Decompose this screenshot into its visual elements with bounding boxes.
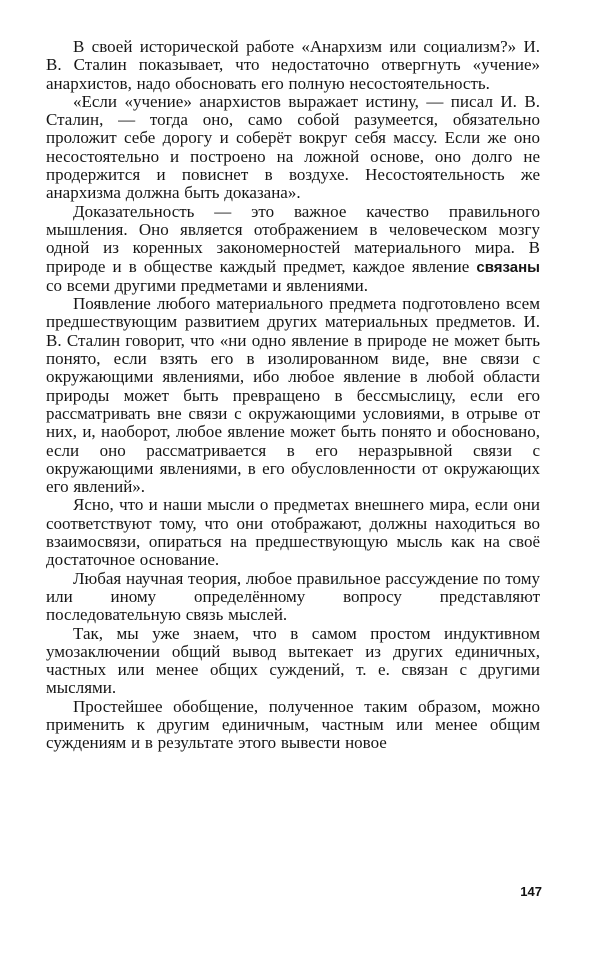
paragraph-5: Ясно, что и наши мысли о предметах внешнего мира, если они соответствуют тому, что они отображают, должны находиться во взаимосвязи, опираться на предшествующую мысль как на своё достаточное основание. [46,495,540,570]
page-number: 147 [520,884,542,899]
paragraph-2: «Если «учение» анархистов выражает истину, — писал И. В. Сталин, — тогда оно, само собой разумеется, обязательно проложит себе дорогу и соберёт вокруг себя массу. Если же оно несостоятельно и построено на ложной основе, оно долго не продержится и повиснет в воздухе. Несостоятельность же анархизма должна быть доказана». [46,91,540,203]
paragraph-3 [46,203,540,295]
paragraph-8: Простейшее обобщение, полученное таким образом, можно применить к другим единичным, частным или менее общим суждениям и в результате этого вывести новое [46,696,540,753]
paragraph-7: Так, мы уже знаем, что в самом простом индуктивном умозаключении общий вывод вытекает из других единичных, частных или менее общих суждений, т. е. связан с другими мыслями. [46,623,540,698]
bold-term: связаны [476,258,540,276]
page-text [46,38,540,753]
paragraph-3-end: со всеми другими предметами и явлениями. [46,275,369,295]
paragraph-6: Любая научная теория, любое правильное рассуждение по тому или иному определённому вопросу представляют последовательную связь мыслей. [46,568,540,625]
paragraph-3-start: Доказательность — это важное качество правильного мышления. Оно является отображением в человеческом мозгу одной из коренных закономерностей материального мира. В природе и в обществе каждый предмет, каждое явление [46,201,540,276]
paragraph-4: Появление любого материального предмета подготовлено всем предшествующим развитием других материальных предметов. И. В. Сталин говорит, что «ни одно явление в природе не может быть понято, если взять его в изолированном виде, вне связи с окружающими явлениями, ибо любое явление в любой области природы может быть превращено в бессмыслицу, если его рассматривать вне связи с окружающими условиями, в отрыве от них, и, наоборот, любое явление может быть понято и обосновано, если оно рассматривается в его неразрывной связи с окружающими явлениями, в его обусловленности от окружающих его явлений». [46,294,540,497]
paragraph-1: В своей исторической работе «Анархизм или социализм?» И. В. Сталин показывает, что недостаточно отвергнуть «учение» анархистов, надо обосновать его полную несостоятельность. [46,37,540,93]
